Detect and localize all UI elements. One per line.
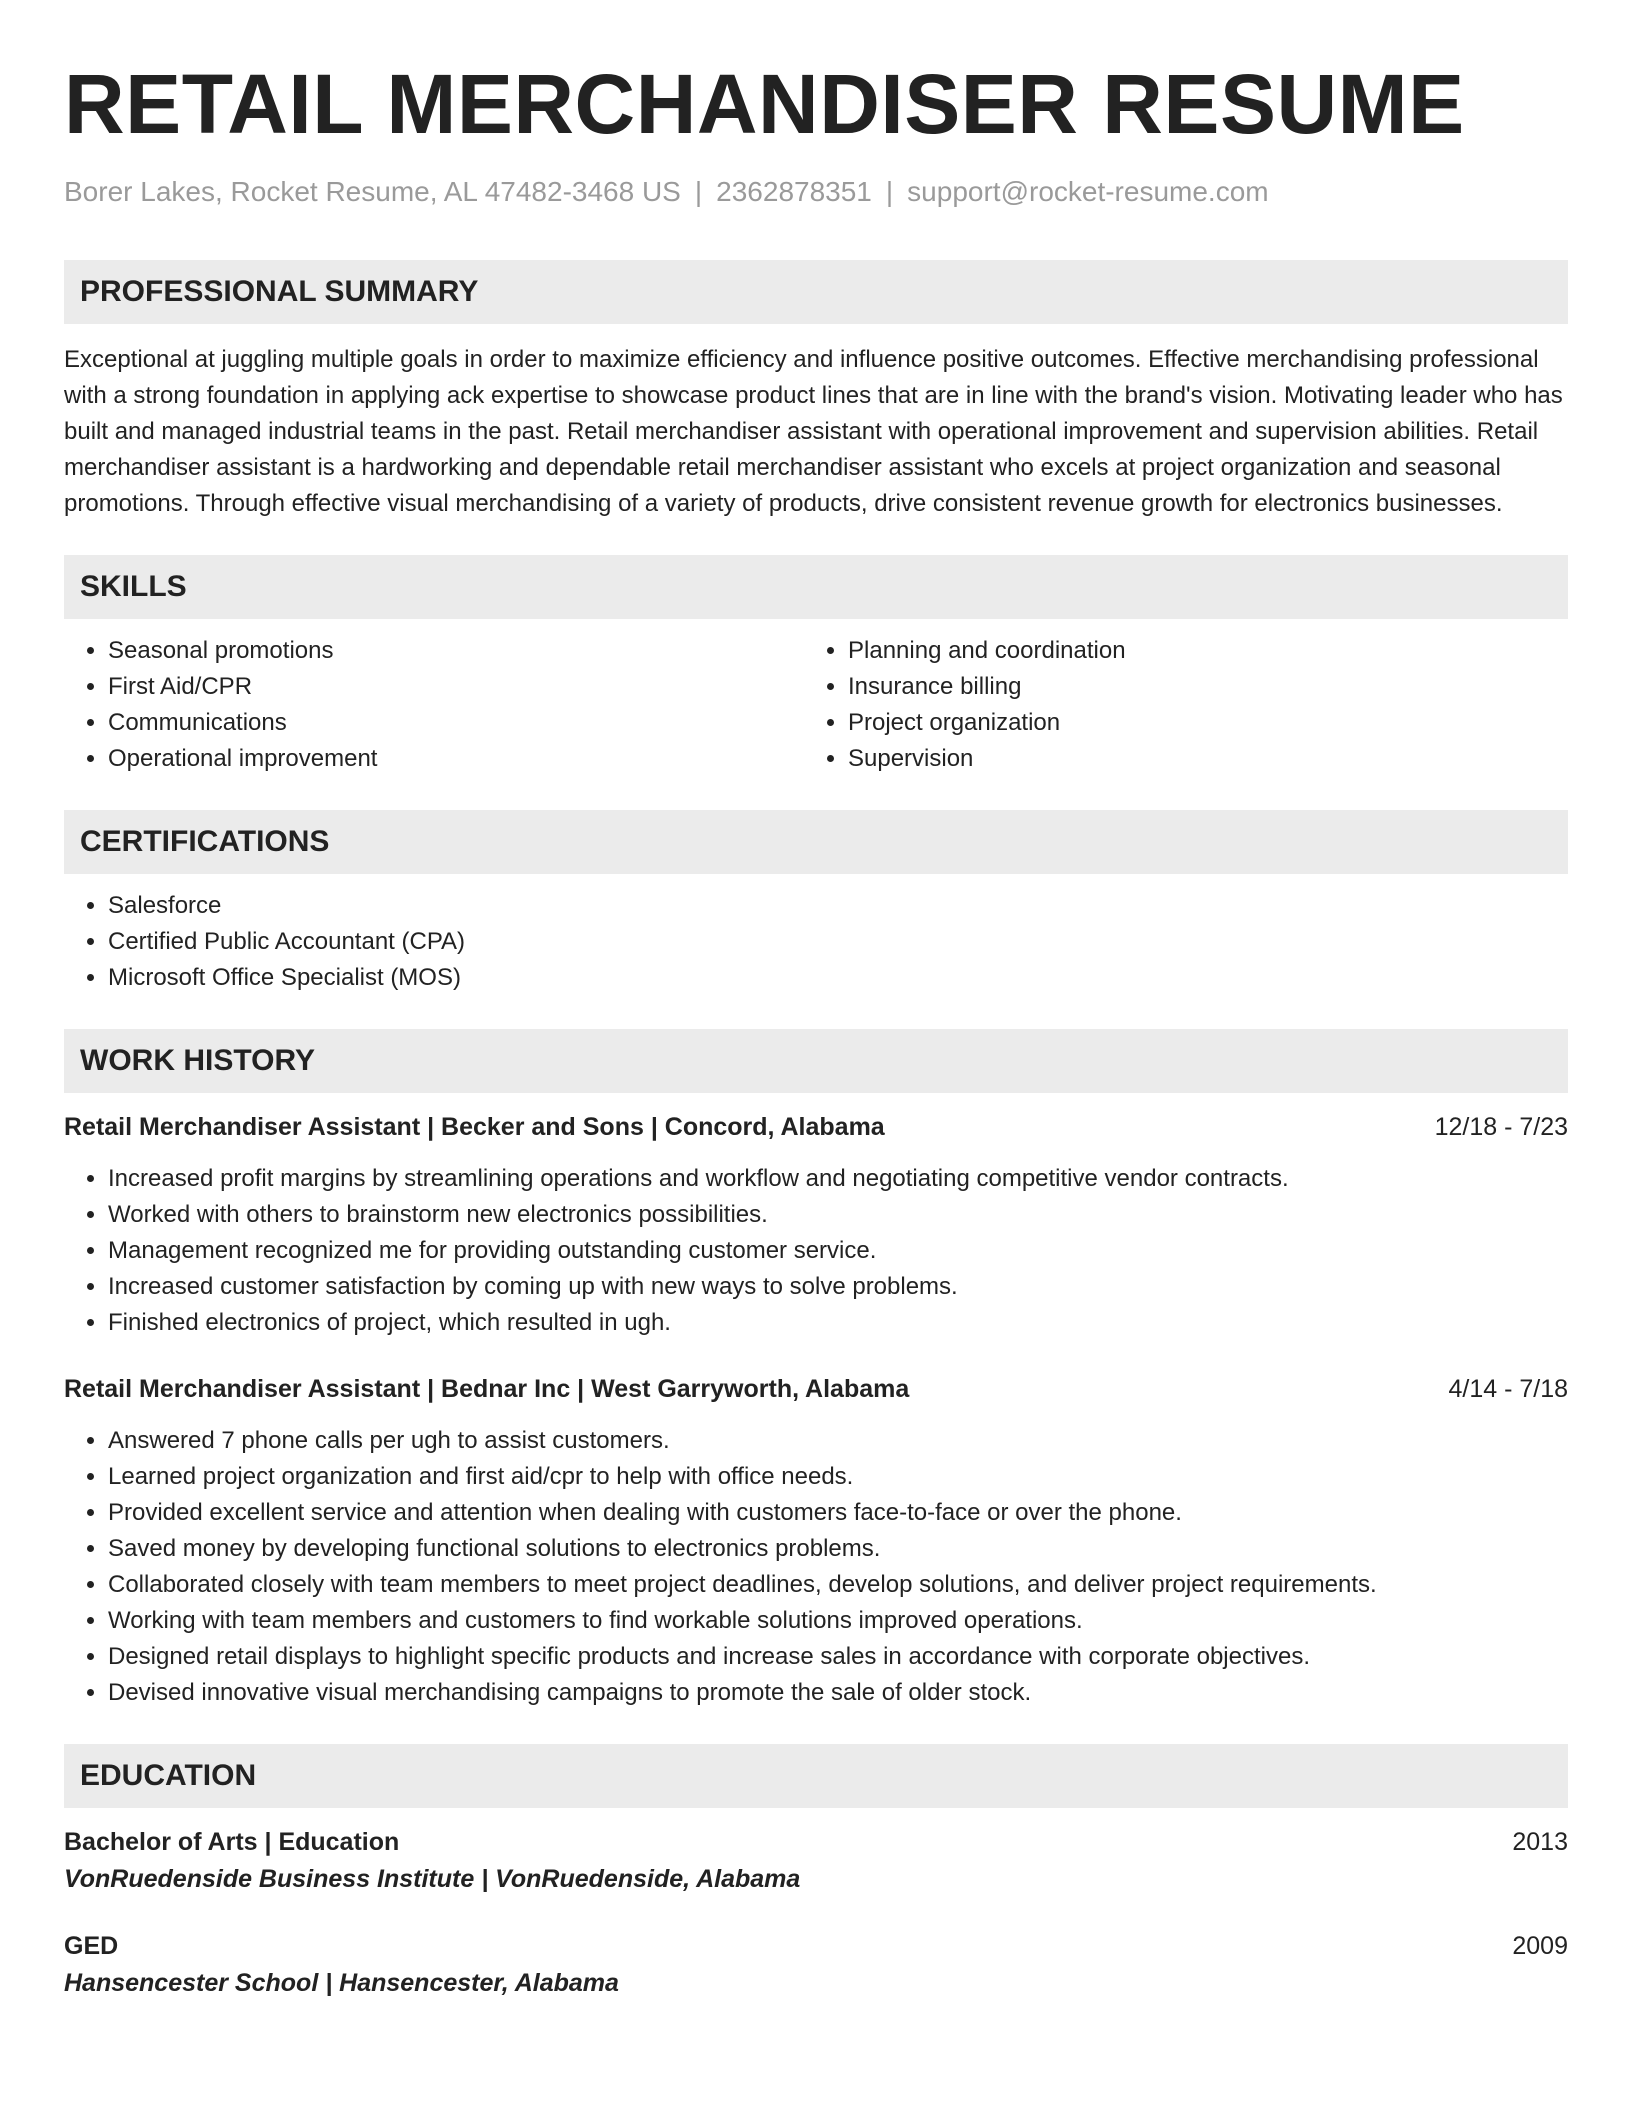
skill-item: • Seasonal promotions: [108, 633, 804, 669]
job-bullet: • Working with team members and customers to find workable solutions improved operations.: [108, 1603, 1568, 1639]
contact-email: support@rocket-resume.com: [907, 176, 1269, 207]
education-header: [64, 1928, 1568, 1964]
education-school: VonRuedenside Business Institute | VonRuedenside, Alabama: [64, 1865, 801, 1893]
certification-item: • Certified Public Accountant (CPA): [108, 924, 1568, 960]
section-header-work-history: WORK HISTORY: [64, 1029, 1568, 1093]
contact-address: Borer Lakes, Rocket Resume, AL 47482-3468 US: [64, 176, 681, 207]
contact-separator: |: [885, 176, 894, 207]
job-bullet: • Management recognized me for providing outstanding customer service.: [108, 1233, 1568, 1269]
summary-text: Exceptional at juggling multiple goals in order to maximize efficiency and influence positive outcomes. Effective merchandising professional with a strong foundation in applying ack expertise to showcase product lines that are in line with the brand's vision. Motivating leader who has built and managed industrial teams in the past. Retail merchandiser assistant with operational improvement and supervision abilities. Retail merchandiser assistant is a hardworking and dependable retail merchandiser assistant who excels at project organization and seasonal promotions. Through effective visual merchandising of a variety of products, drive consistent revenue growth for electronics businesses.: [64, 346, 1563, 517]
certification-item: • Microsoft Office Specialist (MOS): [108, 960, 1568, 996]
section-header-summary: PROFESSIONAL SUMMARY: [64, 260, 1568, 324]
education-degree: GED: [64, 1932, 119, 1960]
job-header: [64, 1109, 1568, 1145]
skill-item: • Insurance billing: [848, 669, 1544, 705]
job-title: Retail Merchandiser Assistant | Bednar Inc | West Garryworth, Alabama: [64, 1375, 910, 1403]
job-header: [64, 1371, 1568, 1407]
job-entry: [64, 1371, 1568, 1711]
job-bullet: • Learned project organization and first aid/cpr to help with office needs.: [108, 1459, 1568, 1495]
skill-item: • Supervision: [848, 741, 1544, 777]
job-bullets: [64, 1423, 1568, 1711]
education-entry: [64, 1928, 1568, 2002]
contact-line: [64, 174, 1568, 210]
job-bullets: [64, 1161, 1568, 1341]
certification-item: • Salesforce: [108, 888, 1568, 924]
skills-list-right: [804, 633, 1544, 777]
education-entry: [64, 1824, 1568, 1898]
education-header: [64, 1824, 1568, 1860]
job-bullet: • Answered 7 phone calls per ugh to assist customers.: [108, 1423, 1568, 1459]
job-bullet: • Designed retail displays to highlight specific products and increase sales in accordance with corporate objectives.: [108, 1639, 1568, 1675]
job-bullet: • Increased customer satisfaction by coming up with new ways to solve problems.: [108, 1269, 1568, 1305]
job-bullet: • Devised innovative visual merchandising campaigns to promote the sale of older stock.: [108, 1675, 1568, 1711]
job-entry: [64, 1109, 1568, 1341]
skill-item: • Planning and coordination: [848, 633, 1544, 669]
skill-item: • Communications: [108, 705, 804, 741]
certifications-list: [64, 888, 1568, 996]
education-year: 2013: [1512, 1828, 1568, 1856]
job-bullet: • Finished electronics of project, which resulted in ugh.: [108, 1305, 1568, 1341]
skills-grid: [64, 633, 1568, 777]
education-year: 2009: [1512, 1932, 1568, 1960]
job-bullet: • Increased profit margins by streamlining operations and workflow and negotiating competitive vendor contracts.: [108, 1161, 1568, 1197]
education-school: Hansencester School | Hansencester, Alabama: [64, 1969, 619, 1997]
section-header-certifications: CERTIFICATIONS: [64, 810, 1568, 874]
resume-title: RETAIL MERCHANDISER RESUME: [64, 57, 1465, 151]
skills-list-left: [64, 633, 804, 777]
job-bullet: • Collaborated closely with team members to meet project deadlines, develop solutions, and deliver project requirements.: [108, 1567, 1568, 1603]
contact-phone: 2362878351: [716, 176, 872, 207]
skill-item: • Project organization: [848, 705, 1544, 741]
skill-item: • First Aid/CPR: [108, 669, 804, 705]
skill-item: • Operational improvement: [108, 741, 804, 777]
section-header-skills: SKILLS: [64, 555, 1568, 619]
contact-separator: |: [694, 176, 703, 207]
job-bullet: • Worked with others to brainstorm new electronics possibilities.: [108, 1197, 1568, 1233]
section-header-education: EDUCATION: [64, 1744, 1568, 1808]
job-dates: 4/14 - 7/18: [1448, 1375, 1568, 1403]
job-dates: 12/18 - 7/23: [1434, 1113, 1568, 1141]
job-title: Retail Merchandiser Assistant | Becker and Sons | Concord, Alabama: [64, 1113, 885, 1141]
job-bullet: • Provided excellent service and attention when dealing with customers face-to-face or over the phone.: [108, 1495, 1568, 1531]
education-degree: Bachelor of Arts | Education: [64, 1828, 400, 1856]
job-bullet: • Saved money by developing functional solutions to electronics problems.: [108, 1531, 1568, 1567]
